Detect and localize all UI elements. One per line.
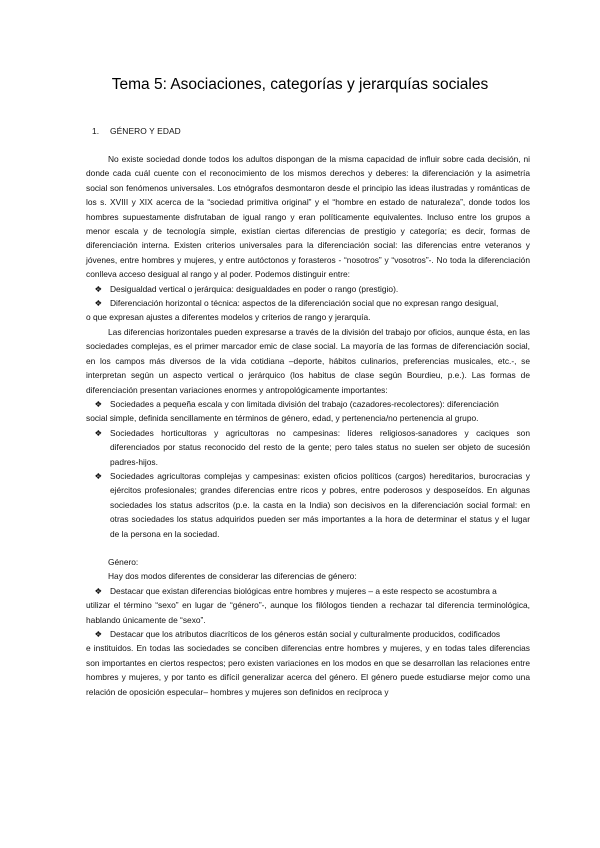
bullet-text: Sociedades agricultoras complejas y campesinas: existen oficios políticos (cargos) hereditarios, burocracias y ejércitos profesionales; grandes diferencias entre ricos y pobres, entre poderosos y desposeídos. En algunas sociedades los status adscritos (p.e. la casta en la India) son decisivos en la diferenciación social formal: en otras sociedades los status adquiridos pueden ser más importantes a la hora de determinar el status y el lugar de la persona en la sociedad. — [110, 470, 530, 539]
section-label: GÉNERO Y EDAD — [110, 126, 181, 136]
subheading-genero: Género: — [108, 556, 139, 567]
spacer — [86, 541, 530, 555]
bullet-item — [86, 584, 530, 598]
diamond-bullet-icon: ❖ — [94, 298, 102, 309]
bullet-text: Destacar que los atributos diacríticos de los géneros están social y culturalmente producidos, codificados — [110, 629, 501, 639]
bullet-text: Sociedades horticultoras y agricultoras no campesinas: líderes religiosos-sanadores y caciques son diferenciados por status reconocido del resto de la gente; pero tales status no suelen ser objeto de sucesión padres-hijos. — [110, 427, 530, 467]
bullet-item — [86, 426, 530, 469]
bullet-item — [86, 296, 530, 310]
diamond-bullet-icon: ❖ — [94, 585, 102, 596]
bullet-text: Diferenciación horizontal o técnica: aspectos de la diferenciación social que no expresan rango desigual, — [110, 298, 499, 309]
section-heading — [92, 126, 181, 136]
bullet-item — [86, 627, 530, 641]
diamond-bullet-icon: ❖ — [94, 629, 102, 639]
diamond-bullet-icon: ❖ — [94, 470, 102, 481]
diamond-bullet-icon: ❖ — [94, 427, 102, 438]
paragraph-continuation: social simple, definida sencillamente en términos de género, edad, y pertenencia/no pertenencia al grupo. — [86, 413, 479, 424]
paragraph-continuation: o que expresan ajustes a diferentes modelos y criterios de rango y jerarquía. — [86, 312, 371, 323]
diamond-bullet-icon: ❖ — [94, 398, 102, 409]
paragraph-genero-intro: Hay dos modos diferentes de considerar las diferencias de género: — [108, 571, 357, 582]
bullet-text: Desigualdad vertical o jerárquica: desigualdades en poder o rango (prestigio). — [110, 283, 399, 294]
bullet-item — [86, 282, 530, 296]
paragraph-intro: No existe sociedad donde todos los adultos dispongan de la misma capacidad de influir sobre cada decisión, ni donde cada cuál cuente con el reconocimiento de los mismos derechos y deberes: la diferenciación y la asimetría social son fenómenos universales. Los etnógrafos desmontaron desde el principio las ideas ilustradas y románticas de los s. XVIII y XIX acerca de la “sociedad primitiva original” y el “hombre en estado de naturaleza”, donde todos los hombres supuestamente disfrutaban de igual rango y eran políticamente equivalentes. Incluso entre los grupos a menor escala y de tecnología simple, existían ciertas diferencias de prestigio y categoría; es decir, formas de diferenciación interna. Existen criterios universales para la diferenciación social: las diferencias entre veteranos y jóvenes, entre hombres y mujeres, y entre autóctonos y forasteros - “nosotros” y “vosotros”-. No toda la diferenciación conlleva acceso desigual al rango y al poder. Podemos distinguir entre: — [86, 154, 530, 280]
paragraph-continuation: e instituidos. En todas las sociedades se conciben diferencias entre hombres y mujeres, y en todas tales diferencias son importantes en ciertos respectos; pero existen variaciones en los modos en que se desarrollan las relaciones entre hombres y mujeres, y por tanto es difícil generalizar acerca del género. El género puede estudiarse mejor como una relación de oposición especular– hombres y mujeres son definidos en recíproca y — [86, 643, 530, 697]
document-title: Tema 5: Asociaciones, categorías y jerarquías sociales — [111, 76, 489, 93]
diamond-bullet-icon: ❖ — [94, 283, 102, 294]
bullet-item — [86, 397, 530, 411]
paragraph-horizontal-differences: Las diferencias horizontales pueden expresarse a través de la división del trabajo por oficios, aunque ésta, en las sociedades complejas, es el primer marcador emic de clase social. La mayoría de las formas de diferenciación social, en los campos más diversos de la vida cotidiana –deporte, hábitos culinarios, preferencias musicales, etc.-, se interpretan según un aspecto vertical o jerárquico (los habitus de clase según Bourdieu, p.e.). Las formas de diferenciación presentan variaciones enormes y antropológicamente importantes: — [86, 326, 530, 395]
bullet-text: Sociedades a pequeña escala y con limitada división del trabajo (cazadores-recolectores): diferenciación — [110, 398, 499, 409]
bullet-text: Destacar que existan diferencias biológicas entre hombres y mujeres – a este respecto se acostumbra a — [110, 585, 497, 596]
bullet-item — [86, 469, 530, 541]
section-number: 1. — [92, 126, 100, 136]
body-text — [86, 152, 530, 699]
paragraph-continuation: utilizar el término “sexo” en lugar de “género”-, aunque los filólogos tienden a rechazar tal diferencia terminológica, hablando únicamente de “sexo”. — [86, 600, 530, 625]
